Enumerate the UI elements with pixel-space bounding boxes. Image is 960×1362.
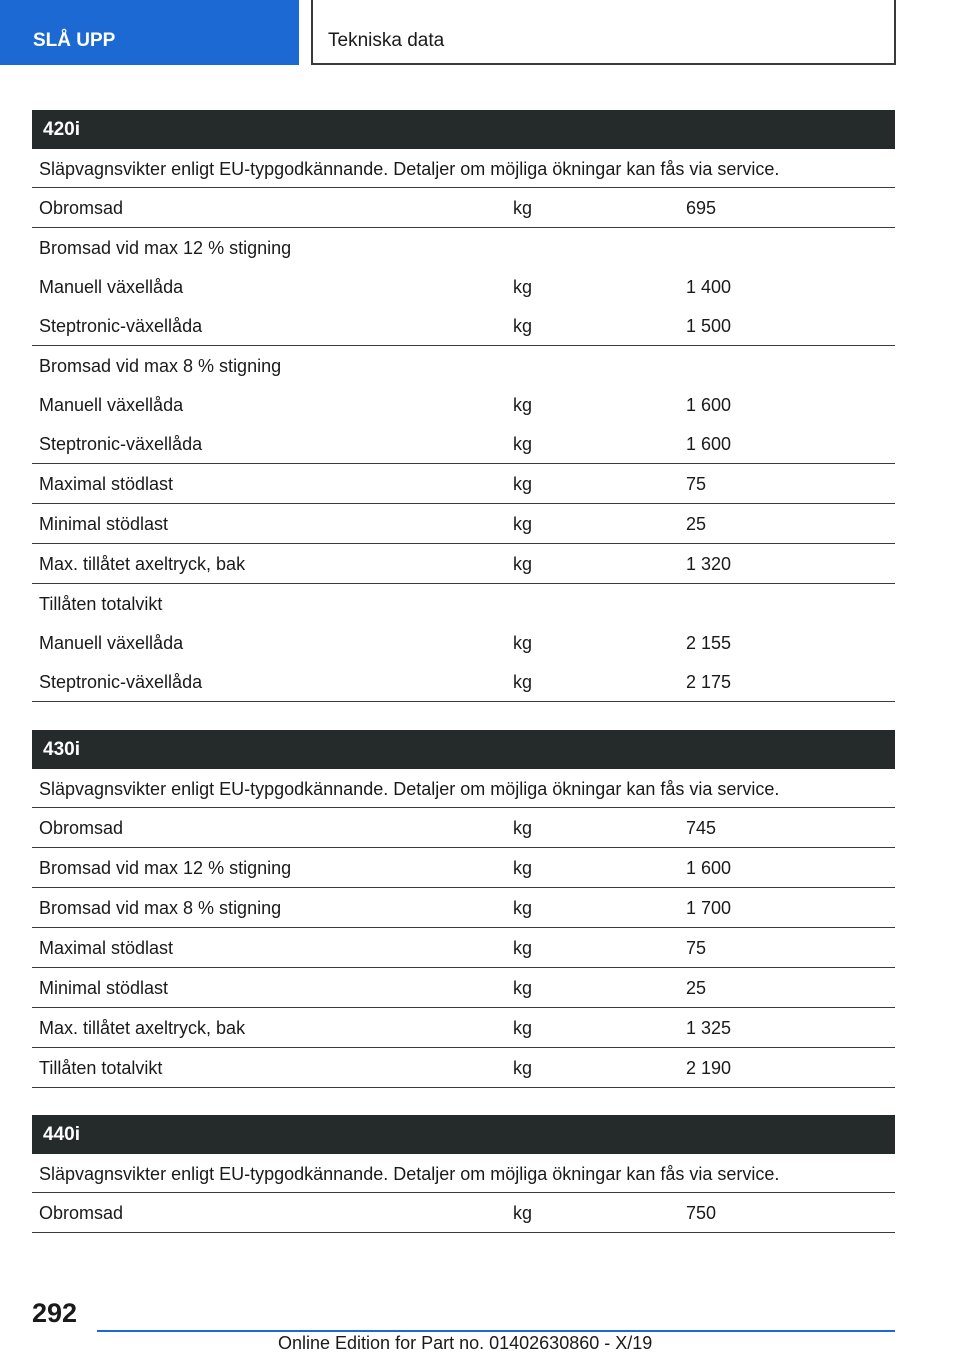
row-value: 2 190 [686, 1058, 732, 1078]
row-value: 25 [686, 514, 707, 534]
row-value: 695 [686, 198, 717, 218]
row-unit: kg [513, 672, 533, 692]
row-value: 1 320 [686, 554, 732, 574]
row-value: 745 [686, 818, 717, 838]
row-value [679, 228, 895, 267]
row-label: Maximal stödlast [39, 938, 174, 958]
row-value: 25 [686, 978, 707, 998]
row-label: Bromsad vid max 8 % stigning [39, 356, 282, 376]
row-label: Minimal stödlast [39, 978, 169, 998]
row-label: Max. tillåtet axeltryck, bak [39, 1018, 246, 1038]
row-unit: kg [513, 554, 533, 574]
section-heading: 420i [32, 110, 895, 149]
table-row [32, 1008, 895, 1048]
row-label: Tillåten totalvikt [39, 1058, 163, 1078]
row-label: Steptronic-växellåda [39, 672, 203, 692]
section-note: Släpvagnsvikter enligt EU-typgodkännande. Detaljer om möjliga ökningar kan fås via service. [32, 769, 895, 808]
table-row [32, 306, 895, 346]
row-unit: kg [513, 395, 533, 415]
row-value: 1 700 [686, 898, 732, 918]
row-label: Obromsad [39, 198, 124, 218]
row-unit: kg [513, 434, 533, 454]
row-unit: kg [513, 938, 533, 958]
footer-edition: Online Edition for Part no. 01402630860 - X/19 [278, 1333, 653, 1353]
row-unit [506, 584, 679, 623]
row-unit: kg [513, 316, 533, 336]
table-row [32, 464, 895, 504]
page-number: 292 [32, 1298, 78, 1328]
header-tab[interactable] [0, 0, 299, 65]
row-unit: kg [513, 978, 533, 998]
row-label: Steptronic-växellåda [39, 316, 203, 336]
row-value: 750 [686, 1203, 717, 1223]
table-row [32, 188, 895, 228]
section-440i [32, 1115, 895, 1233]
table-row [32, 228, 895, 267]
row-label: Steptronic-växellåda [39, 434, 203, 454]
row-label: Max. tillåtet axeltryck, bak [39, 554, 246, 574]
row-unit: kg [513, 1203, 533, 1223]
row-unit: kg [513, 474, 533, 494]
table-row [32, 808, 895, 848]
table-row [32, 662, 895, 702]
section-430i [32, 730, 895, 1088]
section-heading: 430i [32, 730, 895, 769]
row-label: Bromsad vid max 12 % stigning [39, 858, 292, 878]
section-420i [32, 110, 895, 702]
table-row [32, 385, 895, 424]
row-label: Minimal stödlast [39, 514, 169, 534]
row-label: Manuell växellåda [39, 633, 184, 653]
row-value: 1 400 [686, 277, 732, 297]
table-row [32, 1048, 895, 1088]
row-value: 75 [686, 474, 707, 494]
row-value: 1 600 [686, 858, 732, 878]
footer-divider [97, 1330, 895, 1332]
row-value: 1 600 [686, 395, 732, 415]
row-label: Obromsad [39, 818, 124, 838]
row-value [679, 584, 895, 623]
row-value [679, 346, 895, 385]
row-unit: kg [513, 277, 533, 297]
row-value: 1 600 [686, 434, 732, 454]
row-label: Bromsad vid max 8 % stigning [39, 898, 282, 918]
row-label: Manuell växellåda [39, 277, 184, 297]
row-unit: kg [513, 1018, 533, 1038]
page-title [311, 0, 896, 65]
table-row [32, 968, 895, 1008]
table-row [32, 928, 895, 968]
row-unit [506, 228, 679, 267]
section-heading: 440i [32, 1115, 895, 1154]
section-note: Släpvagnsvikter enligt EU-typgodkännande. Detaljer om möjliga ökningar kan fås via service. [32, 149, 895, 188]
table-row [32, 888, 895, 928]
row-unit [506, 346, 679, 385]
table-row [32, 424, 895, 464]
row-unit: kg [513, 818, 533, 838]
table-row [32, 1193, 895, 1233]
row-value: 2 155 [686, 633, 732, 653]
table-row [32, 848, 895, 888]
table-row [32, 623, 895, 662]
row-label: Bromsad vid max 12 % stigning [39, 238, 292, 258]
row-value: 2 175 [686, 672, 732, 692]
row-label: Maximal stödlast [39, 474, 174, 494]
header-tab-label: SLÅ UPP [33, 30, 116, 51]
table-row [32, 544, 895, 584]
row-unit: kg [513, 1058, 533, 1078]
row-value: 1 500 [686, 316, 732, 336]
row-unit: kg [513, 858, 533, 878]
section-note: Släpvagnsvikter enligt EU-typgodkännande. Detaljer om möjliga ökningar kan fås via service. [32, 1154, 895, 1193]
row-label: Manuell växellåda [39, 395, 184, 415]
row-unit: kg [513, 514, 533, 534]
page-title-text: Tekniska data [328, 30, 445, 51]
table-row [32, 267, 895, 306]
row-label: Tillåten totalvikt [39, 594, 163, 614]
row-value: 1 325 [686, 1018, 732, 1038]
table-row [32, 346, 895, 385]
row-value: 75 [686, 938, 707, 958]
row-unit: kg [513, 898, 533, 918]
row-label: Obromsad [39, 1203, 124, 1223]
table-row [32, 504, 895, 544]
row-unit: kg [513, 198, 533, 218]
row-unit: kg [513, 633, 533, 653]
table-row [32, 584, 895, 623]
